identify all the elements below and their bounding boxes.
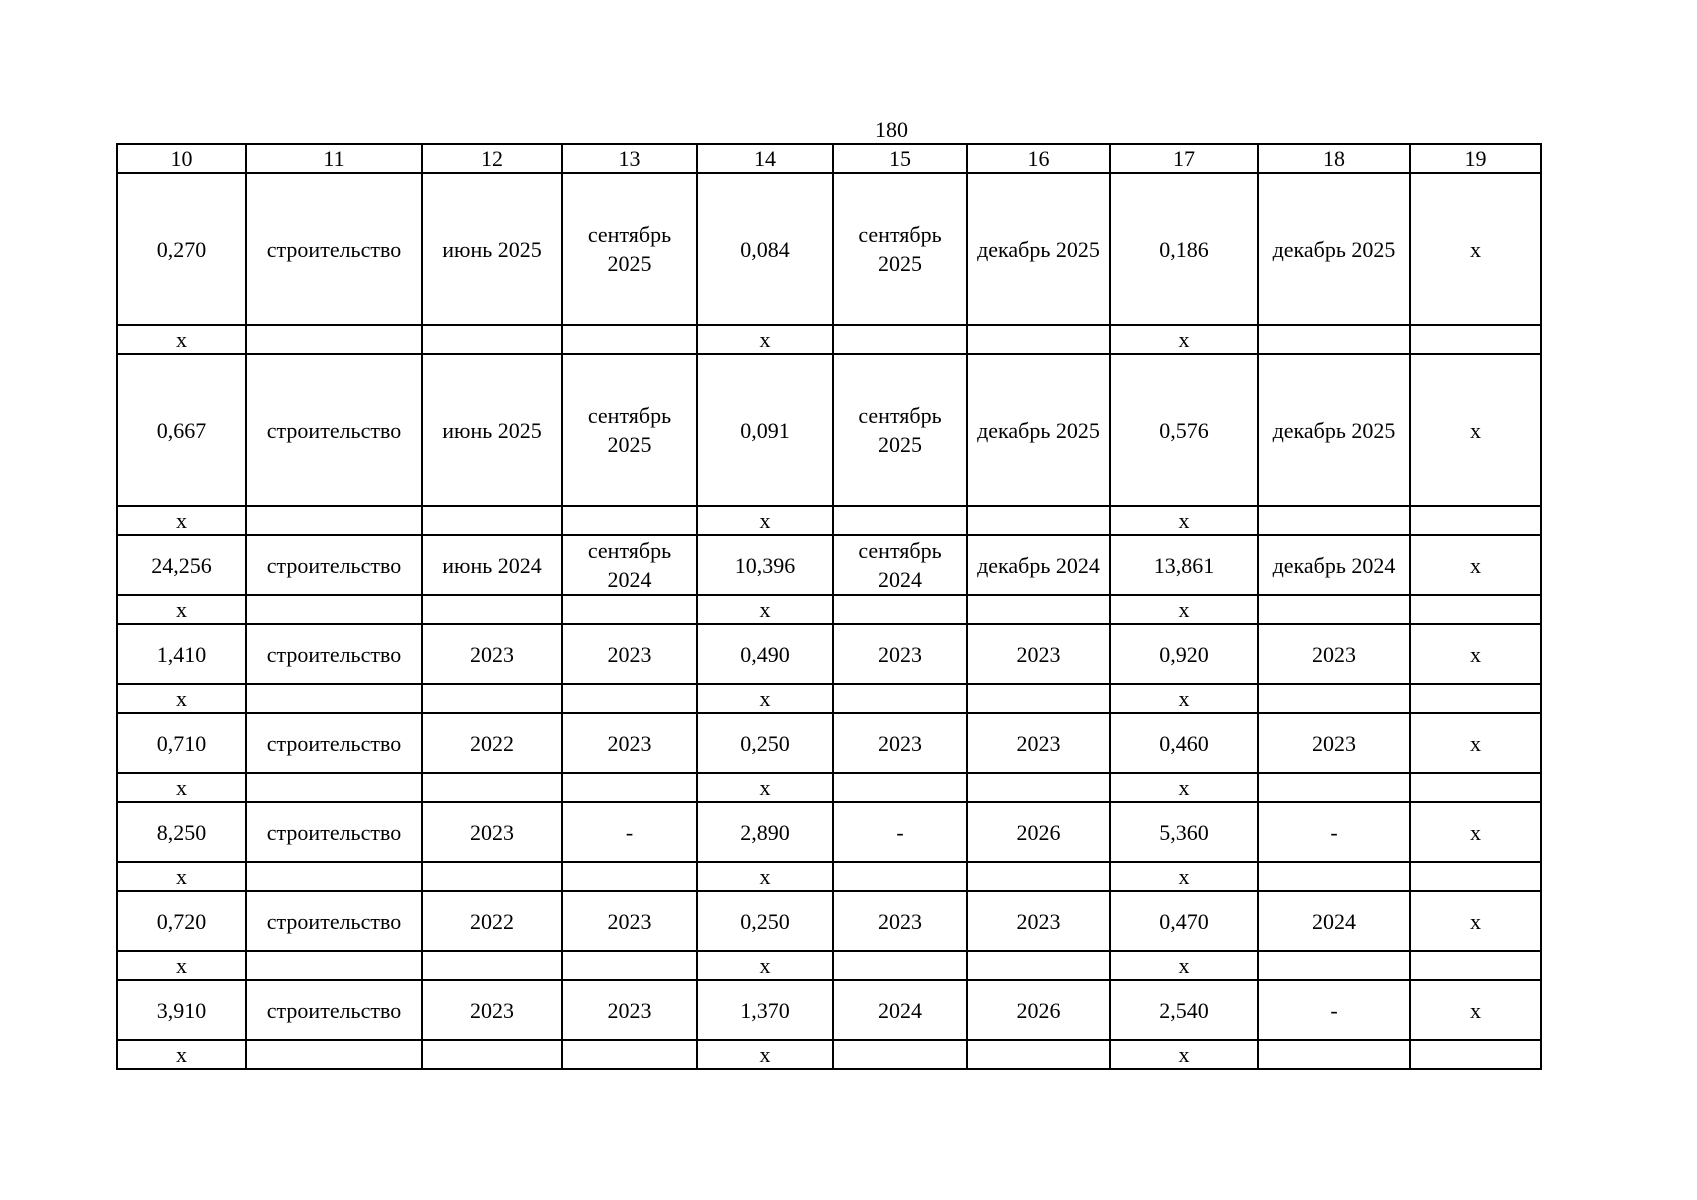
table-cell: х bbox=[697, 773, 833, 802]
table-cell: 2024 bbox=[833, 980, 967, 1040]
table-cell: сентябрь 2024 bbox=[833, 535, 967, 595]
table-cell bbox=[1258, 773, 1410, 802]
page-number: 180 bbox=[875, 117, 908, 142]
table-cell: 0,084 bbox=[697, 173, 833, 325]
table-cell bbox=[967, 773, 1110, 802]
table-row bbox=[117, 173, 1541, 325]
table-cell bbox=[246, 684, 422, 713]
table-cell bbox=[967, 862, 1110, 891]
table-cell: х bbox=[1410, 713, 1541, 773]
table-row bbox=[117, 713, 1541, 773]
table-cell bbox=[562, 684, 697, 713]
table-cell bbox=[246, 595, 422, 624]
column-number: 14 bbox=[697, 144, 833, 173]
table-cell: х bbox=[1110, 1040, 1258, 1069]
table-cell bbox=[1258, 506, 1410, 535]
table-cell bbox=[562, 773, 697, 802]
table-subrow bbox=[117, 862, 1541, 891]
table-cell: 5,360 bbox=[1110, 802, 1258, 862]
table-cell bbox=[422, 773, 562, 802]
table-cell: сентябрь 2025 bbox=[562, 173, 697, 325]
table-cell: 1,410 bbox=[117, 624, 246, 684]
column-number: 18 bbox=[1258, 144, 1410, 173]
table-cell bbox=[562, 325, 697, 354]
table-row bbox=[117, 354, 1541, 506]
table-cell: х bbox=[1110, 325, 1258, 354]
table-cell bbox=[833, 684, 967, 713]
table-cell: х bbox=[117, 1040, 246, 1069]
table-cell: строительство bbox=[246, 173, 422, 325]
table-cell bbox=[1410, 506, 1541, 535]
table-cell bbox=[833, 1040, 967, 1069]
table-cell: 0,460 bbox=[1110, 713, 1258, 773]
table-cell: - bbox=[1258, 980, 1410, 1040]
table-cell bbox=[1258, 325, 1410, 354]
table-cell: х bbox=[117, 773, 246, 802]
table-cell bbox=[562, 1040, 697, 1069]
table-cell: - bbox=[562, 802, 697, 862]
table-cell: х bbox=[1110, 773, 1258, 802]
table-cell: декабрь 2025 bbox=[967, 173, 1110, 325]
table-cell: х bbox=[117, 862, 246, 891]
column-number: 12 bbox=[422, 144, 562, 173]
table-subrow bbox=[117, 1040, 1541, 1069]
table-cell bbox=[422, 506, 562, 535]
column-number: 10 bbox=[117, 144, 246, 173]
table-cell bbox=[967, 506, 1110, 535]
table-cell bbox=[562, 506, 697, 535]
table-row bbox=[117, 535, 1541, 595]
table-cell: сентябрь 2024 bbox=[562, 535, 697, 595]
table-cell: 10,396 bbox=[697, 535, 833, 595]
table-cell: х bbox=[1110, 684, 1258, 713]
table-cell bbox=[967, 951, 1110, 980]
table-cell: 2023 bbox=[562, 980, 697, 1040]
table-cell bbox=[833, 773, 967, 802]
table-cell: - bbox=[1258, 802, 1410, 862]
table-cell: х bbox=[1410, 891, 1541, 951]
table-cell: строительство bbox=[246, 713, 422, 773]
table-cell: декабрь 2025 bbox=[967, 354, 1110, 506]
table-cell: строительство bbox=[246, 354, 422, 506]
table-cell bbox=[1410, 862, 1541, 891]
table-cell bbox=[967, 595, 1110, 624]
table-cell: июнь 2024 bbox=[422, 535, 562, 595]
table-subrow bbox=[117, 506, 1541, 535]
table-cell: 2023 bbox=[422, 802, 562, 862]
table-cell: х bbox=[1110, 951, 1258, 980]
table-cell: 1,370 bbox=[697, 980, 833, 1040]
table-cell bbox=[246, 773, 422, 802]
table-cell: 2023 bbox=[833, 891, 967, 951]
table-cell: х bbox=[1410, 624, 1541, 684]
table-row bbox=[117, 802, 1541, 862]
table-cell: 0,576 bbox=[1110, 354, 1258, 506]
table-cell: х bbox=[697, 951, 833, 980]
table-cell: х bbox=[1110, 862, 1258, 891]
table-cell: 2023 bbox=[967, 624, 1110, 684]
table-cell: 8,250 bbox=[117, 802, 246, 862]
table-subrow bbox=[117, 951, 1541, 980]
table-cell: 2023 bbox=[1258, 713, 1410, 773]
table-cell bbox=[967, 684, 1110, 713]
table-cell: 2023 bbox=[967, 713, 1110, 773]
table-cell: 24,256 bbox=[117, 535, 246, 595]
table-cell: х bbox=[117, 325, 246, 354]
table-cell: декабрь 2024 bbox=[1258, 535, 1410, 595]
table-subrow bbox=[117, 595, 1541, 624]
table-cell: 2023 bbox=[833, 624, 967, 684]
table-cell: х bbox=[1410, 354, 1541, 506]
table-row bbox=[117, 980, 1541, 1040]
table-cell: строительство bbox=[246, 980, 422, 1040]
table-cell: 2023 bbox=[562, 713, 697, 773]
column-number: 17 bbox=[1110, 144, 1258, 173]
table-row bbox=[117, 891, 1541, 951]
table-cell: 0,667 bbox=[117, 354, 246, 506]
table-cell bbox=[422, 862, 562, 891]
table-cell: х bbox=[117, 595, 246, 624]
table-cell bbox=[1410, 595, 1541, 624]
table-cell bbox=[833, 595, 967, 624]
table-cell: 2024 bbox=[1258, 891, 1410, 951]
table-cell bbox=[1410, 773, 1541, 802]
table-cell: х bbox=[117, 506, 246, 535]
data-table bbox=[116, 143, 1542, 1070]
table-cell: сентябрь 2025 bbox=[833, 354, 967, 506]
table-cell bbox=[1410, 684, 1541, 713]
table-cell bbox=[967, 325, 1110, 354]
table-cell bbox=[1258, 951, 1410, 980]
table-cell: 0,920 bbox=[1110, 624, 1258, 684]
table-cell: 2022 bbox=[422, 891, 562, 951]
table-cell: х bbox=[697, 506, 833, 535]
table-cell: х bbox=[1410, 980, 1541, 1040]
table-cell: 2023 bbox=[562, 624, 697, 684]
table-cell: 13,861 bbox=[1110, 535, 1258, 595]
table-cell bbox=[967, 1040, 1110, 1069]
table-cell: х bbox=[1410, 535, 1541, 595]
table-cell bbox=[562, 862, 697, 891]
table-cell: 2023 bbox=[833, 713, 967, 773]
table-cell bbox=[833, 506, 967, 535]
table-cell bbox=[833, 325, 967, 354]
table-cell bbox=[246, 1040, 422, 1069]
table-cell: 0,250 bbox=[697, 891, 833, 951]
table-cell: х bbox=[697, 684, 833, 713]
table-subrow bbox=[117, 325, 1541, 354]
table-cell bbox=[1258, 862, 1410, 891]
table-cell: 3,910 bbox=[117, 980, 246, 1040]
table-cell bbox=[422, 325, 562, 354]
table-cell bbox=[422, 1040, 562, 1069]
column-number: 11 bbox=[246, 144, 422, 173]
table-cell bbox=[833, 951, 967, 980]
table-cell: строительство bbox=[246, 535, 422, 595]
column-number: 19 bbox=[1410, 144, 1541, 173]
table-cell: декабрь 2025 bbox=[1258, 173, 1410, 325]
table-cell: х bbox=[117, 951, 246, 980]
table-cell bbox=[422, 595, 562, 624]
table-cell: 0,470 bbox=[1110, 891, 1258, 951]
table-cell: 2,890 bbox=[697, 802, 833, 862]
table-cell bbox=[1410, 951, 1541, 980]
table-cell: х bbox=[1410, 802, 1541, 862]
table-cell bbox=[246, 506, 422, 535]
table-cell: 2023 bbox=[1258, 624, 1410, 684]
column-number: 13 bbox=[562, 144, 697, 173]
table-cell bbox=[246, 325, 422, 354]
table-cell: х bbox=[1410, 173, 1541, 325]
table-cell bbox=[1410, 325, 1541, 354]
table-cell: сентябрь 2025 bbox=[833, 173, 967, 325]
table-cell: х bbox=[1110, 595, 1258, 624]
table-cell bbox=[422, 951, 562, 980]
table-subrow bbox=[117, 684, 1541, 713]
table-cell bbox=[246, 862, 422, 891]
table-row bbox=[117, 624, 1541, 684]
table-cell: 2023 bbox=[422, 624, 562, 684]
table-cell: 2023 bbox=[562, 891, 697, 951]
table-cell: 2026 bbox=[967, 802, 1110, 862]
table-cell bbox=[1258, 1040, 1410, 1069]
table-body bbox=[117, 144, 1541, 1069]
table-cell: 0,186 bbox=[1110, 173, 1258, 325]
table-cell bbox=[833, 862, 967, 891]
table-cell: 0,250 bbox=[697, 713, 833, 773]
table-cell bbox=[562, 595, 697, 624]
column-number: 15 bbox=[833, 144, 967, 173]
table-cell: х bbox=[1110, 506, 1258, 535]
table-cell: 0,091 bbox=[697, 354, 833, 506]
table-cell: декабрь 2024 bbox=[967, 535, 1110, 595]
table-cell: 2023 bbox=[967, 891, 1110, 951]
table-cell: 2022 bbox=[422, 713, 562, 773]
table-cell: х bbox=[697, 1040, 833, 1069]
table-cell bbox=[1410, 1040, 1541, 1069]
column-number-row bbox=[117, 144, 1541, 173]
table-cell bbox=[562, 951, 697, 980]
table-cell: июнь 2025 bbox=[422, 173, 562, 325]
table-subrow bbox=[117, 773, 1541, 802]
table-cell: - bbox=[833, 802, 967, 862]
table-cell bbox=[1258, 595, 1410, 624]
table-cell: июнь 2025 bbox=[422, 354, 562, 506]
table-cell bbox=[422, 684, 562, 713]
table-cell bbox=[1258, 684, 1410, 713]
table-cell: строительство bbox=[246, 802, 422, 862]
table-cell: 0,710 bbox=[117, 713, 246, 773]
table-cell: строительство bbox=[246, 891, 422, 951]
table-cell: х bbox=[117, 684, 246, 713]
table-cell: 2023 bbox=[422, 980, 562, 1040]
table-cell: х bbox=[697, 325, 833, 354]
table-cell: 0,490 bbox=[697, 624, 833, 684]
table-cell: х bbox=[697, 862, 833, 891]
table-cell: строительство bbox=[246, 624, 422, 684]
table-cell: 0,720 bbox=[117, 891, 246, 951]
table-cell: 0,270 bbox=[117, 173, 246, 325]
table-cell: 2,540 bbox=[1110, 980, 1258, 1040]
column-number: 16 bbox=[967, 144, 1110, 173]
table-cell: декабрь 2025 bbox=[1258, 354, 1410, 506]
table-cell: 2026 bbox=[967, 980, 1110, 1040]
table-cell: х bbox=[697, 595, 833, 624]
table-cell bbox=[246, 951, 422, 980]
table-cell: сентябрь 2025 bbox=[562, 354, 697, 506]
